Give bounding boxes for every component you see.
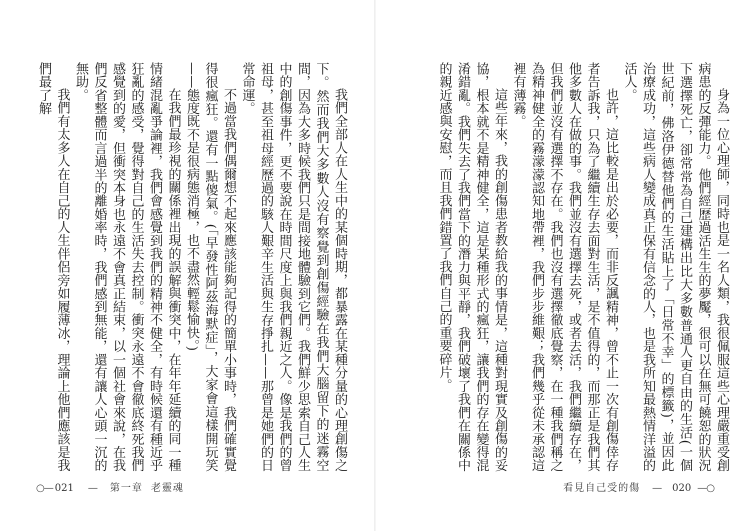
chapter-label: 第一章 bbox=[109, 483, 143, 494]
right-page-number: 020 bbox=[672, 483, 692, 494]
left-paragraph-4: 我們有太多人在自己的人生伴侶旁如履薄冰，理論上他們應該是我們最了解 bbox=[36, 62, 70, 472]
chapter-title: 老靈魂 bbox=[150, 483, 184, 494]
footer-separator: — bbox=[652, 483, 663, 494]
left-page-body bbox=[36, 62, 348, 472]
right-paragraph-1: 身為一位心理師，同時也是一名人類，我很佩服這些心理嚴重受創病患的反彈能力。他們經歷過活生生的夢魘，很可以在無可饒恕的狀況下選擇死亡，卻常常為自己建構出比大多數普通人更自由的生活(一個世紀前，佛洛伊德替他們的生活貼上了「日常不幸」的標籤)，並因此治療成功，這些病人變成真正保有信念的人，也是我所知最熱情洋溢的活人。 bbox=[621, 62, 729, 472]
left-page-footer bbox=[36, 482, 188, 496]
footer-ornament: —○ bbox=[697, 483, 714, 494]
right-paragraph-3: 這些年來，我的創傷患者教給我的事情是，這種對現實及創傷的妥協，根本就不是精神健全，這是某種形式的瘋狂，讓我們的存在變得混淆錯亂。我們失去了我們當下的潛力與平靜，我們破壞了我們在關係中的親近感與安慰，而且我們錯置了我們自己的重要碎片。 bbox=[436, 62, 507, 472]
left-paragraph-2: 不過當我們偶爾想不起來應該能夠記得的簡單小事時，我們確實覺得很瘋狂。還有一點傻氣。(「早發性阿茲海默症」，大家會這樣開玩笑——態度既不是很病態消極，也不盡然輕鬆愉快。) bbox=[184, 62, 236, 472]
book-title: 看見自己受的傷 bbox=[563, 483, 641, 494]
footer-ornament: ○— bbox=[36, 483, 53, 494]
left-paragraph-1: 我們全部人在人生中的某個時期，都暴露在某種分量的心理創傷之下。然而我們大多數人沒有察覺到創傷經驗在我們大腦留下的迷霧空間，因為大多時候我們只是間接地體驗到它們。我們鮮少思索自己人生中的創傷事件，更不要說在時間尺度上與我們親近之人。像是我們的曾祖母，甚至祖母經歷過的駭人艱辛生活與生存掙扎——那曾是她們的日常命運。 bbox=[239, 62, 347, 472]
right-page-footer bbox=[559, 482, 714, 496]
left-paragraph-3: 在我們最珍視的關係裡出現的誤解與衝突中，在年年延續的同一種情緒混亂爭論裡，我們會感覺到我們的精神不健全，有時候還有種近乎狂亂的感受，覺得對自己的生活失去控制。衝突永遠不會徹底終死我們感覺到的愛，但衝突本身也永遠不會真正結束，以一個社會來說，在我們反省整體而言過半的離婚率時，我們感到無能，還有讓人心頭一沉的無助。 bbox=[73, 62, 181, 472]
right-paragraph-2: 也許，這比較是出於必要，而非反諷精神，曾不止一次有創傷倖存者告訴我，只為了繼續生存去面對生活，是不值得的，而那正是我們其他多數人在做的事。我們並沒有選擇去死，或者去活，我們繼續存在，但我們並沒有選擇不存在。我們也沒有選擇徹底覺察，在一種我們稱之為精神健全的霧濛濛認知地帶裡，我們步步維艱；我們幾乎從未承認這裡有薄霧。 bbox=[510, 62, 618, 472]
footer-separator: — bbox=[87, 483, 98, 494]
right-page-body bbox=[400, 62, 730, 472]
left-page-number: 021 bbox=[54, 483, 74, 494]
